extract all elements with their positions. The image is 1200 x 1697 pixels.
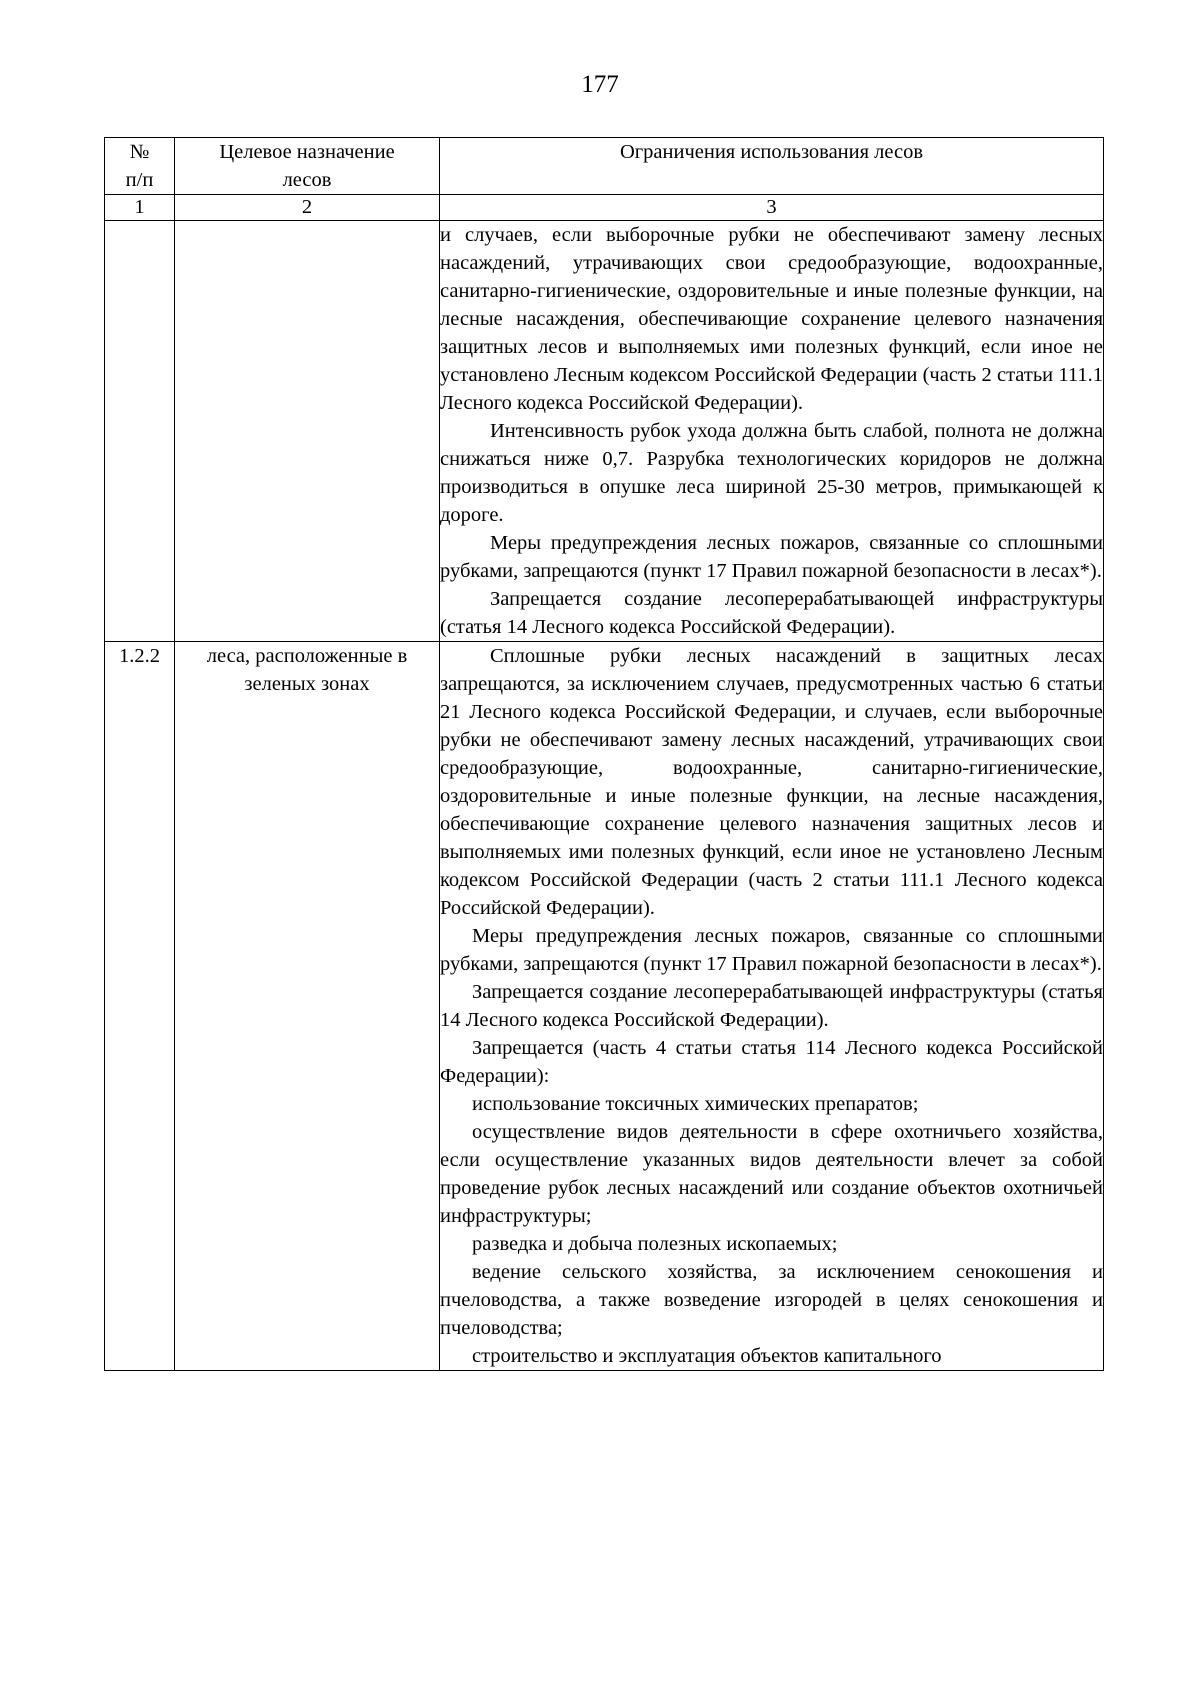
restriction-paragraph: Запрещается (часть 4 статьи статья 114 Лесного кодекса Российской Федерации): [440, 1037, 1103, 1087]
restriction-paragraph: Меры предупреждения лесных пожаров, связанные со сплошными рубками, запрещаются (пункт 17 Правил пожарной безопасности в лесах*). [440, 532, 1103, 582]
restriction-paragraph: Интенсивность рубок ухода должна быть слабой, полнота не должна снижаться ниже 0,7. Разрубка технологических коридоров не должна производиться в опушке леса шириной 25-30 метров, примыкающей к дороге. [440, 420, 1103, 526]
table-numbering-row [105, 195, 1104, 221]
forest-restrictions-table [104, 137, 1104, 1371]
restriction-paragraph: разведка и добыча полезных ископаемых; [472, 1233, 838, 1255]
header-number-line1: № [129, 141, 150, 163]
header-number [105, 138, 175, 195]
column-number-3: 3 [440, 195, 1104, 221]
row-purpose: леса, расположенные в зеленых зонах [175, 642, 440, 1371]
table-row [105, 642, 1104, 1371]
restriction-paragraph: Запрещается создание лесоперерабатывающей инфраструктуры (статья 14 Лесного кодекса Российской Федерации). [440, 588, 1103, 638]
restriction-paragraph: ведение сельского хозяйства, за исключением сенокошения и пчеловодства, а также возведение изгородей в целях сенокошения и пчеловодства; [440, 1261, 1103, 1339]
restriction-paragraph: Сплошные рубки лесных насаждений в защитных лесах запрещаются, за исключением случаев, предусмотренных частью 6 статьи 21 Лесного кодекса Российской Федерации, и случаев, если выборочные рубки не обеспечивают замену лесных насаждений, утрачивающих свои средообразующие, водоохранные, санитарно-гигиенические, оздоровительные и иные полезные функции, на лесные насаждения, обеспечивающие сохранение целевого назначения защитных лесов и выполняемых ими полезных функций, если иное не установлено Лесным кодексом Российской Федерации (часть 2 статьи 111.1 Лесного кодекса Российской Федерации). [440, 645, 1103, 919]
table-row [105, 221, 1104, 642]
column-number-2: 2 [175, 195, 440, 221]
row-restrictions [440, 221, 1104, 642]
page-number: 177 [581, 71, 619, 98]
header-purpose-line2: лесов [282, 169, 332, 191]
row-restrictions [440, 642, 1104, 1371]
row-number [105, 221, 175, 642]
column-number-1: 1 [105, 195, 175, 221]
table-header-row [105, 138, 1104, 195]
restriction-paragraph: строительство и эксплуатация объектов капитального [472, 1345, 942, 1367]
restriction-paragraph: использование токсичных химических препаратов; [472, 1093, 919, 1115]
header-purpose-line1: Целевое назначение [219, 141, 395, 163]
row-purpose [175, 221, 440, 642]
restriction-paragraph: Меры предупреждения лесных пожаров, связанные со сплошными рубками, запрещаются (пункт 17 Правил пожарной безопасности в лесах*). [440, 925, 1103, 975]
header-purpose [175, 138, 440, 195]
row-number: 1.2.2 [105, 642, 175, 1371]
restriction-paragraph: Запрещается создание лесоперерабатывающей инфраструктуры (статья 14 Лесного кодекса Российской Федерации). [440, 981, 1103, 1031]
restriction-paragraph: и случаев, если выборочные рубки не обеспечивают замену лесных насаждений, утрачивающих свои средообразующие, водоохранные, санитарно-гигиенические, оздоровительные и иные полезные функции, на лесные насаждения, обеспечивающие сохранение целевого назначения защитных лесов и выполняемых ими полезных функций, если иное не установлено Лесным кодексом Российской Федерации (часть 2 статьи 111.1 Лесного кодекса Российской Федерации). [440, 224, 1103, 414]
header-restrictions: Ограничения использования лесов [440, 138, 1104, 195]
restriction-paragraph: осуществление видов деятельности в сфере охотничьего хозяйства, если осуществление указанных видов деятельности влечет за собой проведение рубок лесных насаждений или создание объектов охотничьей инфраструктуры; [440, 1121, 1103, 1227]
header-number-line2: п/п [125, 169, 154, 191]
